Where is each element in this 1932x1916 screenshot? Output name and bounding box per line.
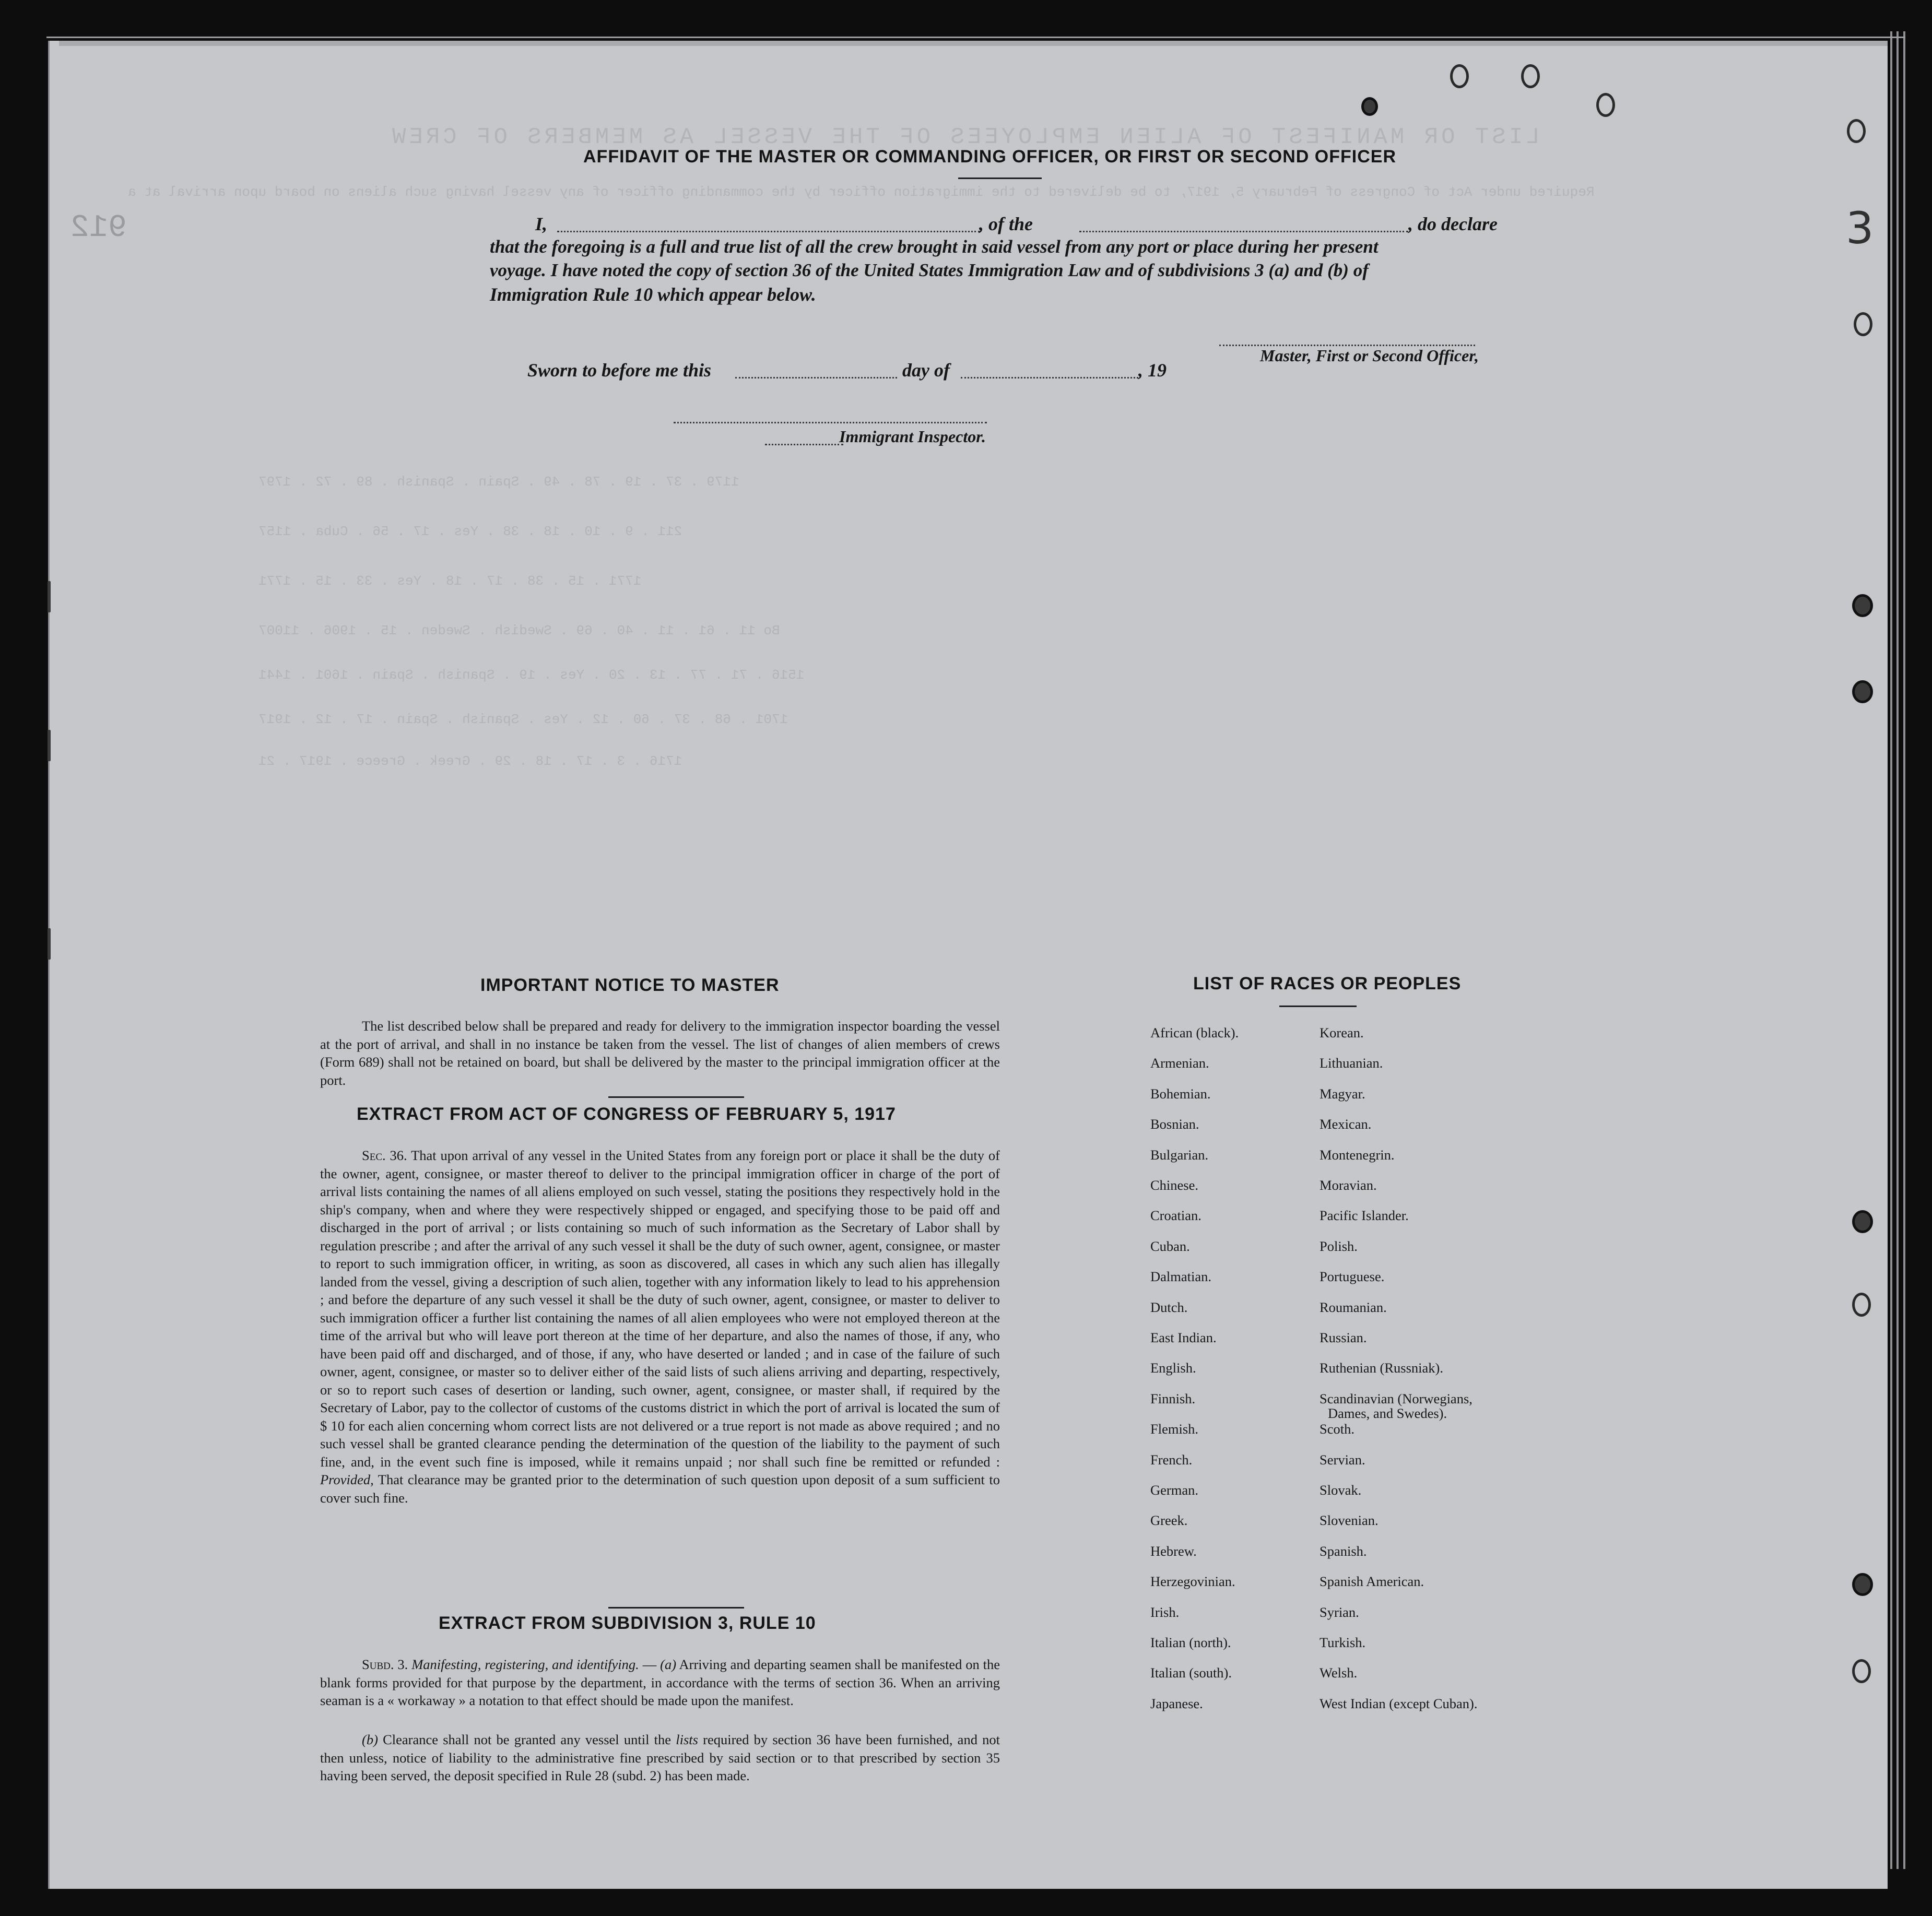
punch-hole — [1361, 97, 1378, 116]
race-item: Japanese. — [1150, 1695, 1203, 1711]
clause-b-text1: Clearance shall not be granted any vessel until the — [383, 1732, 672, 1747]
punch-hole — [1847, 119, 1866, 143]
section-rule — [608, 1607, 744, 1609]
extract-act-heading: EXTRACT FROM ACT OF CONGRESS OF FEBRUARY 5, 1917 — [357, 1104, 896, 1124]
punch-hole — [1852, 1210, 1873, 1233]
race-item: Servian. — [1320, 1451, 1365, 1468]
race-item: Bohemian. — [1150, 1085, 1211, 1102]
races-heading: LIST OF RACES OR PEOPLES — [1193, 974, 1462, 994]
race-item: Spanish American. — [1320, 1574, 1424, 1590]
notice-text: The list described below shall be prepared and ready for delivery to the immigration inspector boarding the vessel at the port of arrival, and shall in no instance be taken from the vessel. The list of changes of alien members of crews (Form 689) shall not be retained on board, but shall be delivered by the master to the principal immigration officer at the port. — [320, 1018, 1000, 1088]
races-heading-rule — [1279, 1006, 1357, 1007]
race-item: Polish. — [1320, 1238, 1358, 1254]
race-item: East Indian. — [1150, 1330, 1217, 1345]
race-item: Slovenian. — [1320, 1512, 1379, 1529]
race-item: Lithuanian. — [1320, 1055, 1383, 1071]
bleed-through-line: 1516 . 71 . 77 . 13 . 20 . Yes . 19 . Spanish . Spain . 1601 . 1441 — [258, 667, 805, 683]
page-mark — [48, 581, 51, 612]
race-item: Portuguese. — [1320, 1269, 1385, 1285]
race-item: African (black). — [1150, 1025, 1239, 1040]
race-item: Scandinavian (Norwegians, — [1320, 1390, 1472, 1406]
section-rule — [608, 1096, 744, 1098]
day-of-text: day of — [902, 360, 950, 381]
punch-hole — [1521, 64, 1540, 88]
bleed-through-line: 211 . 9 . 10 . 18 . 38 . Yes . 17 . 56 . Cuba . 1157 — [258, 524, 682, 539]
affidavit-of-the: , of the — [979, 214, 1033, 234]
race-item: Spanish. — [1320, 1543, 1367, 1559]
extract-act-body: That upon arrival of any vessel in the United States from any foreign port or place it shall be the duty of the owner, agent, consignee, or master thereof to deliver to the principal immigration officer in charge of the port of arrival lists containing the names of all aliens employed on such vessel, stating the positions they respectively hold in the ship's company, when and where they were respectively shipped or engaged, and specifying those to be paid off and discharged in the port of arrival ; or lists containing so much of such information as the Secretary of Labor shall by regulation prescribe ; and after the arrival of any such vessel it shall be the duty of such owner, agent, consignee, or master to report to such immigration officer, in writing, as soon as discovered, all cases in which any such alien has illegally landed from the vessel, giving a description of such alien, together with any information likely to lead to his apprehension ; and before the departure of any such vessel it shall be the duty of such owner, agent, consignee, or master to deliver to such immigration officer a further list containing the names of all alien employees who were not employed thereon at the time of the arrival but who will leave port thereon at the time of her departure, and also the names of those, if any, who have been paid off and discharged, and of those, if any, who have deserted or landed ; and in case of the failure of such owner, agent, consignee, or master so to deliver either of the said lists of such aliens arriving and departing, respectively, or so to report such cases of desertion or landing, such owner, agent, consignee, or master shall, if required by the Secretary of Labor, pay to the collector of customs of the customs district in which the port of arrival is located the sum of $ 10 for each alien concerning whom correct lists are not delivered or a true report is not made as above required ; and no such vessel shall be granted clearance pending the determination of the question of the liability to the payment of such fine, and, in the event such fine is imposed, while it remains unpaid ; nor shall such fine be remitted or refunded : — [320, 1148, 1000, 1470]
race-item: Russian. — [1320, 1330, 1367, 1345]
race-item: German. — [1150, 1482, 1198, 1498]
bleed-through-line: Required under Act of Congress of February 5, 1917, to be delivered to the immigration officer by the commanding officer of any vessel having such aliens on board upon arrival at a — [128, 184, 1595, 200]
affidavit-line4: Immigration Rule 10 which appear below. — [490, 284, 816, 305]
bleed-through-line: 1771 . 15 . 38 . 17 . 18 . Yes . 33 . 15 . 1771 — [258, 573, 642, 589]
race-item: Armenian. — [1150, 1055, 1209, 1071]
extract-act-body-end: That clearance may be granted prior to the determination of such question upon deposit of a sum sufficient to cover such fine. — [320, 1472, 1000, 1506]
race-item: Cuban. — [1150, 1238, 1190, 1254]
race-item: Irish. — [1150, 1604, 1180, 1620]
race-item: Turkish. — [1320, 1635, 1366, 1650]
margin-number: 912 — [70, 210, 127, 246]
affidavit-declare: , do declare — [1408, 214, 1498, 234]
clause-b-text2: required by section 36 have been furnished, and not then unless, notice of liability to the administrative fine prescribed by said section or to that prescribed by section 35 having been served, the deposit specified in Rule 28 (subd. 2) has been made. — [320, 1732, 1000, 1783]
punch-hole — [1596, 93, 1615, 117]
lists-word: lists — [676, 1732, 698, 1747]
affidavit-heading: AFFIDAVIT OF THE MASTER OR COMMANDING OFFICER, OR FIRST OR SECOND OFFICER — [583, 147, 1396, 167]
punch-hole — [1450, 64, 1469, 88]
punch-hole — [1852, 1573, 1873, 1596]
race-item: Italian (north). — [1150, 1635, 1231, 1650]
punch-hole — [1852, 594, 1873, 617]
bleed-through-line: 1179 . 37 . 19 . 78 . 49 . Spain . Spanish . 89 . 72 . 1797 — [258, 474, 739, 490]
page-mark — [48, 730, 51, 761]
clause-b-label: (b) — [362, 1732, 378, 1747]
race-item: Pacific Islander. — [1320, 1208, 1409, 1224]
race-item: Mexican. — [1320, 1116, 1372, 1132]
subd-title: Manifesting, registering, and identifying. — [411, 1657, 639, 1672]
race-item: Hebrew. — [1150, 1543, 1197, 1559]
affidavit-line3: voyage. I have noted the copy of section 36 of the United States Immigration Law and of subdivisions 3 (a) and (b) of — [490, 260, 1369, 280]
extract-rule-text-a: Subd. 3. Manifesting, registering, and identifying. — (a) Arriving and departing seamen shall be manifested on the blank forms provided for that purpose by the department, in accordance with the terms of section 36. When an arriving seaman is a « workaway » a notation to that effect should be made upon the manifest. — [320, 1657, 1000, 1708]
race-item: Dalmatian. — [1150, 1269, 1211, 1285]
race-item: Dames, and Swedes). — [1328, 1405, 1447, 1421]
notice-heading: IMPORTANT NOTICE TO MASTER — [480, 975, 780, 995]
year-text: , 19 — [1138, 360, 1167, 381]
bleed-through-line: 1716 . 3 . 17 . 18 . 29 . Greek . Greece . 1917 . 21 — [258, 753, 682, 769]
margin-digit: 3 — [1846, 203, 1874, 254]
race-item: West Indian (except Cuban). — [1320, 1695, 1478, 1711]
sworn-month-blank — [961, 377, 1138, 379]
extract-rule-heading: EXTRACT FROM SUBDIVISION 3, RULE 10 — [439, 1613, 816, 1633]
name-blank — [557, 231, 980, 232]
heading-rule — [958, 178, 1042, 179]
race-item: French. — [1150, 1451, 1193, 1468]
sworn-text: Sworn to before me this — [527, 360, 712, 381]
master-signature-label: Master, First or Second Officer, — [1260, 346, 1479, 365]
race-item: Korean. — [1320, 1025, 1364, 1040]
race-item: Bulgarian. — [1150, 1146, 1209, 1163]
race-item: Welsh. — [1320, 1665, 1358, 1681]
document-page — [48, 41, 1888, 1889]
bleed-through-line: Bo 11 . 61 . 11 . 40 . 69 . Swedish . Sweden . 15 . 1906 . 11007 — [258, 623, 780, 638]
race-item: Scoth. — [1320, 1421, 1354, 1437]
race-item: Roumanian. — [1320, 1299, 1387, 1315]
affidavit-line2: that the foregoing is a full and true list of all the crew brought in said vessel from any port or place during her present — [490, 236, 1379, 257]
provided-word: Provided, — [320, 1472, 374, 1487]
race-item: Croatian. — [1150, 1208, 1201, 1224]
race-item: Flemish. — [1150, 1421, 1199, 1437]
race-item: Ruthenian (Russniak). — [1320, 1360, 1443, 1376]
affidavit-i: I, — [535, 214, 548, 234]
sec-label: Sec. 36. — [362, 1148, 407, 1163]
page-mark — [48, 928, 51, 960]
race-item: Greek. — [1150, 1512, 1188, 1529]
inspector-signature-line — [674, 422, 987, 423]
race-item: Syrian. — [1320, 1604, 1359, 1620]
clause-a-text: Arriving and departing seamen shall be manifested on the blank forms provided for that purpose by the department, in accordance with the terms of section 36. When an arriving seaman is a « workaway » a notation to that effect should be made upon the manifest. — [320, 1657, 1000, 1708]
bleed-through-line: LIST OR MANIFEST OF ALIEN EMPLOYEES OF THE VESSEL AS MEMBERS OF CREW — [389, 124, 1540, 150]
punch-hole — [1852, 1659, 1871, 1683]
race-item: English. — [1150, 1360, 1196, 1376]
race-item: Bosnian. — [1150, 1116, 1199, 1132]
race-item: Montenegrin. — [1320, 1146, 1395, 1163]
bleed-through-line: 1701 . 68 . 37 . 60 . 12 . Yes . Spanish . Spain . 17 . 12 . 1917 — [258, 712, 788, 727]
punch-hole — [1852, 680, 1873, 703]
race-item: Moravian. — [1320, 1177, 1377, 1193]
vessel-blank — [1079, 231, 1408, 232]
inspector-label: Immigrant Inspector. — [839, 427, 986, 446]
punch-hole — [1854, 312, 1872, 336]
race-item: Finnish. — [1150, 1390, 1196, 1406]
race-item: Chinese. — [1150, 1177, 1198, 1193]
race-item: Dutch. — [1150, 1299, 1188, 1315]
race-item: Italian (south). — [1150, 1665, 1232, 1681]
extract-act-text — [320, 1146, 1000, 1507]
subd-label: Subd. 3. — [362, 1657, 408, 1672]
extract-rule-text-b — [320, 1731, 1000, 1785]
punch-hole — [1852, 1293, 1871, 1317]
clause-a-label: (a) — [660, 1657, 677, 1672]
inspector-signature-line — [765, 444, 843, 445]
race-item: Magyar. — [1320, 1085, 1365, 1102]
race-item: Slovak. — [1320, 1482, 1362, 1498]
sworn-day-blank — [735, 377, 897, 379]
race-item: Herzegovinian. — [1150, 1574, 1235, 1590]
